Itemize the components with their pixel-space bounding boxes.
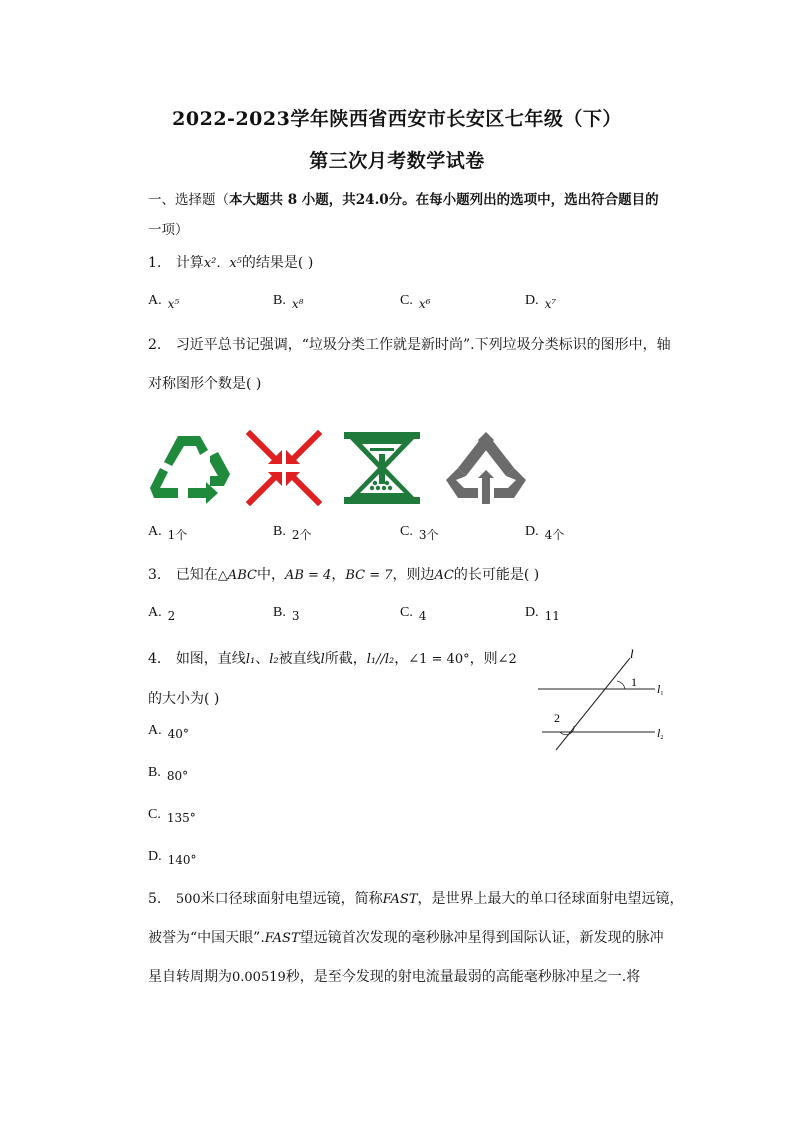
angle-1-arc: [617, 681, 625, 689]
label-l: l: [630, 646, 634, 661]
label-l1: l1: [657, 682, 664, 697]
q3-option-d: D. 11: [525, 605, 560, 623]
q2-number: 2.: [148, 337, 162, 353]
q1-number: 1.: [148, 255, 162, 271]
question-2: [148, 334, 671, 354]
parallel-lines-figure: [530, 644, 690, 754]
q2-line2: 对称图形个数是( ): [148, 376, 262, 392]
line-l: [556, 658, 630, 750]
exam-title-line1: 2022-2023学年陕西省西安市长安区七年级（下）: [172, 108, 622, 130]
question-4: 4. 如图，直线l₁、l₂被直线l所截，l₁//l₂，∠1 = 40°，则∠2: [148, 651, 517, 667]
gray-recycle-icon: [444, 430, 528, 506]
section-prefix: 一、选择题（: [148, 192, 229, 208]
q1-option-b: B. x⁸: [273, 293, 304, 311]
q1-expr: x²．x⁵: [203, 256, 242, 271]
q1-pre: 计算: [175, 255, 204, 271]
section-heading: [148, 188, 659, 208]
q4-option-c: C. 135°: [148, 807, 196, 825]
hourglass-icon: [342, 430, 422, 506]
q2-option-b: B. 2个: [273, 524, 312, 542]
section-bold: 本大题共 8 小题，共24.0分。在每小题列出的选项中，选出符合题目的: [229, 192, 659, 208]
q1-option-d: D. x⁷: [525, 293, 557, 311]
garbage-icons: [148, 430, 538, 510]
section-heading-line2: 一项）: [148, 222, 189, 238]
q4-option-d: D. 140°: [148, 849, 197, 867]
q5-line3: 星自转周期为0.00519秒，是至今发现的射电流量最弱的高能毫秒脉冲星之一.将: [148, 969, 641, 985]
question-3: 3. 已知在△ABC中，AB = 4，BC = 7，则边AC的长可能是( ): [148, 567, 540, 583]
q1-post: 的结果是( ): [241, 255, 314, 271]
q2-line1: 习近平总书记强调，“垃圾分类工作就是新时尚”.下列垃圾分类标识的图形中，轴: [175, 337, 671, 353]
question-1: [148, 252, 313, 272]
q3-option-a: A. 2: [148, 605, 176, 623]
q4-line2: 的大小为( ): [148, 691, 220, 707]
q1-option-c: C. x⁶: [400, 293, 431, 311]
q3-option-c: C. 4: [400, 605, 427, 623]
q1-option-a: A. x⁵: [148, 293, 180, 311]
recycle-icon: [148, 430, 230, 508]
q4-option-b: B. 80°: [148, 765, 189, 783]
exam-title-line2: 第三次月考数学试卷: [309, 150, 485, 172]
label-angle-1: 1: [631, 675, 637, 689]
q5-line2: 被誉为“中国天眼”.FAST望远镜首次发现的毫秒脉冲星得到国际认证，新发现的脉冲: [148, 930, 664, 946]
q2-option-a: A. 1个: [148, 524, 188, 542]
label-angle-2: 2: [554, 711, 560, 725]
cross-arrows-icon: [246, 430, 322, 506]
q4-option-a: A. 40°: [148, 723, 189, 741]
q3-option-b: B. 3: [273, 605, 300, 623]
label-l2: l2: [657, 726, 664, 741]
question-5: 5. 500米口径球面射电望远镜，简称FAST，是世界上最大的单口径球面射电望远镜，: [148, 891, 684, 907]
q2-option-d: D. 4个: [525, 524, 565, 542]
q2-option-c: C. 3个: [400, 524, 439, 542]
